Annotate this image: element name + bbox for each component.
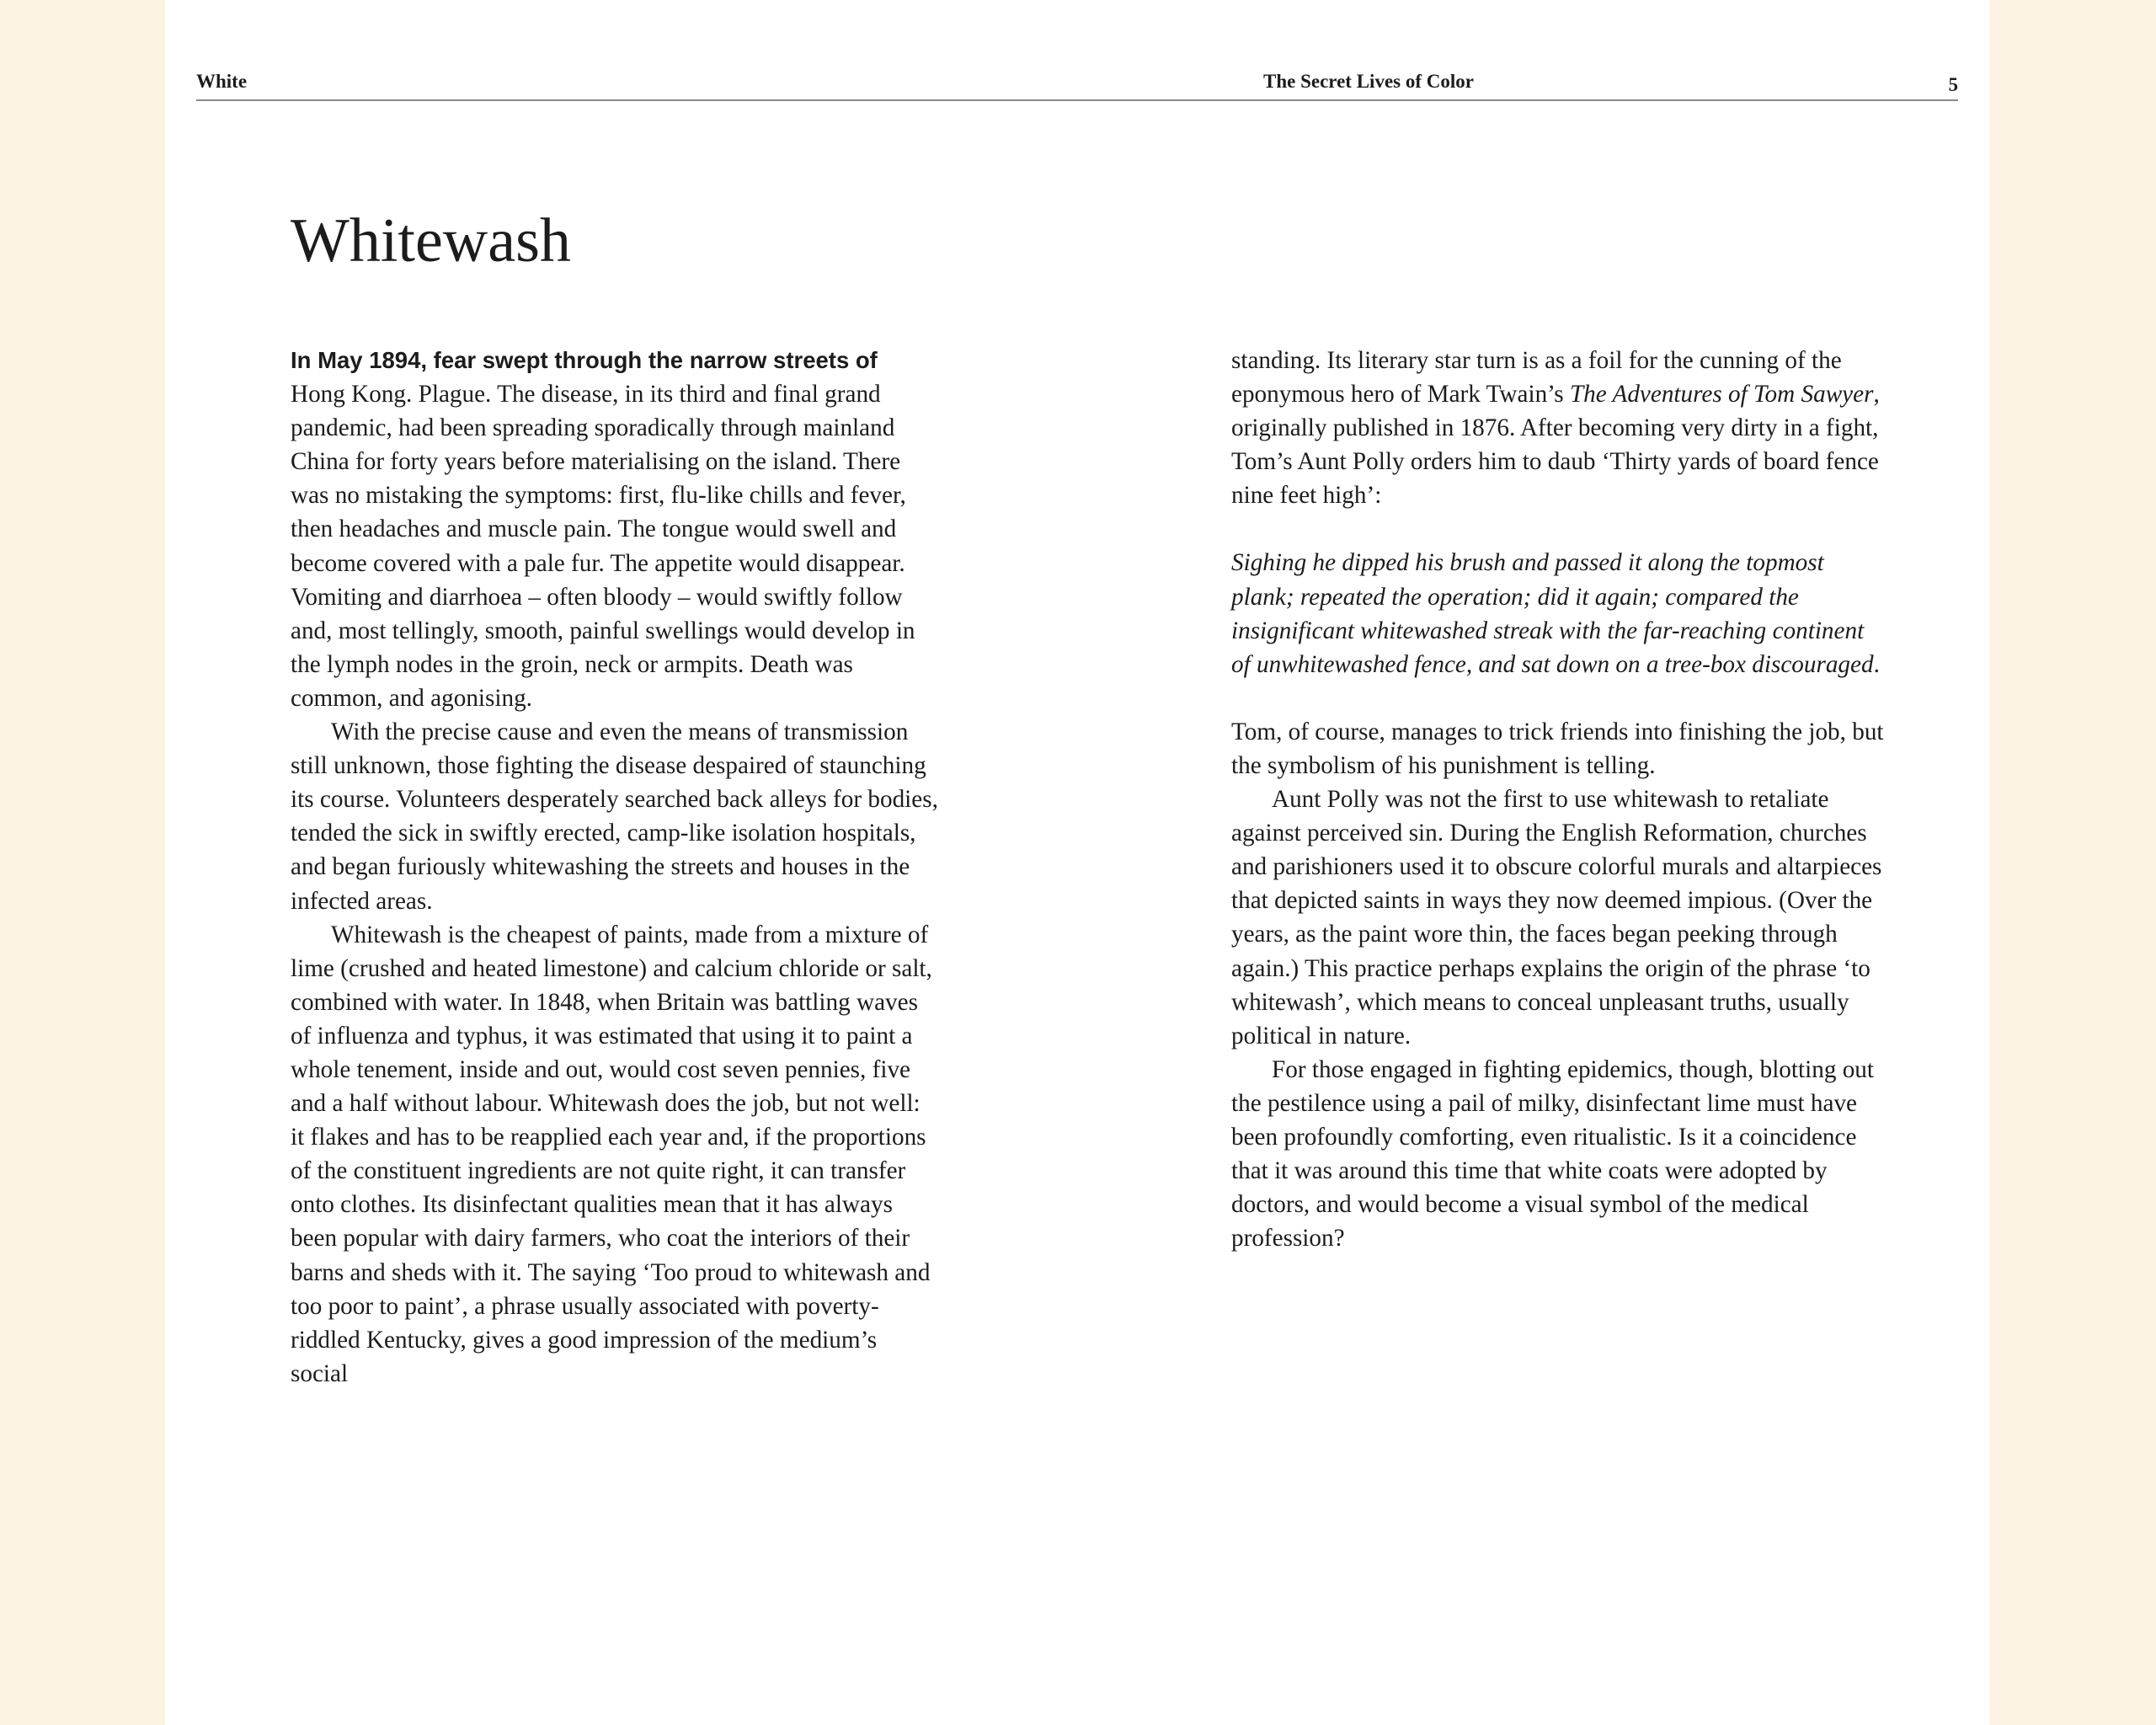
paragraph-3: Whitewash is the cheapest of paints, made from a mixture of lime (crushed and heated limestone) and calcium chloride or salt, combined with water. In 1848, when Britain was battling waves of influenza and typhus, it was estimated that using it to paint a whole tenement, inside and out, would cost seven pennies, five and a half without labour. Whitewash does the job, but not well: it flakes and has to be reapplied each year and, if the proportions of the constituent ingredients are not quite right, it can transfer onto clothes. Its disinfectant qualities mean that it has always been popular with dairy farmers, who coat the interiors of their barns and sheds with it. The saying ‘Too proud to whitewash and too poor to paint’, a phrase usually associated with poverty-riddled Kentucky, gives a good impression of the medium’s social: [291, 921, 932, 1387]
chapter-title: Whitewash: [291, 206, 571, 275]
lede-text: In May 1894, fear swept through the narrow streets of: [291, 347, 878, 373]
right-column: [1231, 344, 1888, 1255]
page-number: 5: [1948, 74, 1958, 95]
section-name: White: [196, 71, 248, 92]
paragraph-6: Aunt Polly was not the first to use whitewash to retaliate against perceived sin. During the English Reformation, churches and parishioners used it to obscure colorful murals and altarpieces that depicted saints in ways they now deemed impious. (Over the years, as the paint wore thin, the faces began peeking through again.) This practice perhaps explains the origin of the phrase ‘to whitewash’, which means to conceal unpleasant truths, usually political in nature.: [1231, 786, 1882, 1049]
book-title: The Secret Lives of Color: [1263, 71, 1474, 92]
paragraph-4-text-a: standing. Its literary star turn is as a foil for the cunning of the eponymous hero of Mark Twain’s: [1231, 347, 1842, 409]
book-page: [165, 0, 1989, 1725]
running-header: [196, 71, 1958, 101]
paragraph-4-text-b: , originally published in 1876. After becoming very dirty in a fight, Tom’s Aunt Polly orders him to daub ‘Thirty yards of board fence nine feet high’:: [1231, 381, 1880, 510]
quote-text: Sighing he dipped his brush and passed it along the topmost plank; repeated the operation; did it again; compared the insignificant whitewashed streak with the far-reaching continent of unwhitewashed fence, and sat down on a tree-box discouraged: [1231, 549, 1874, 678]
paragraph-4: [1231, 344, 1888, 512]
book-reference: The Adventures of Tom Sawyer: [1569, 381, 1874, 409]
paragraph-7: For those engaged in fighting epidemics, though, blotting out the pestilence using a pail of milky, disinfectant lime must have been profoundly comforting, even ritualistic. Is it a coincidence that it was around this time that white coats were adopted by doctors, and would become a visual symbol of the medical profession?: [1231, 1055, 1875, 1252]
block-quote: [1231, 546, 1888, 681]
paragraph-1: [291, 344, 939, 715]
paragraph-1-body: Hong Kong. Plague. The disease, in its third and final grand pandemic, had been spreading sporadically through mainland China for forty years before materialising on the island. There was no mistaking the symptoms: first, flu-like chills and fever, then headaches and muscle pain. The tongue would swell and become covered with a pale fur. The appetite would disappear. Vomiting and diarrhoea – often bloody – would swiftly follow and, most tellingly, smooth, painful swellings would develop in the lymph nodes in the groin, neck or armpits. Death was common, and agonising.: [291, 381, 915, 712]
paragraph-5: Tom, of course, manages to trick friends into finishing the job, but the symbolism of his punishment is telling.: [1231, 718, 1884, 779]
quote-end: .: [1873, 650, 1880, 678]
paragraph-2: With the precise cause and even the means of transmission still unknown, those fighting the disease despaired of staunching its course. Volunteers desperately searched back alleys for bodies, tended the sick in swiftly erected, camp-like isolation hospitals, and began furiously whitewashing the streets and houses in the infected areas.: [291, 718, 938, 915]
left-column: [291, 344, 939, 1391]
